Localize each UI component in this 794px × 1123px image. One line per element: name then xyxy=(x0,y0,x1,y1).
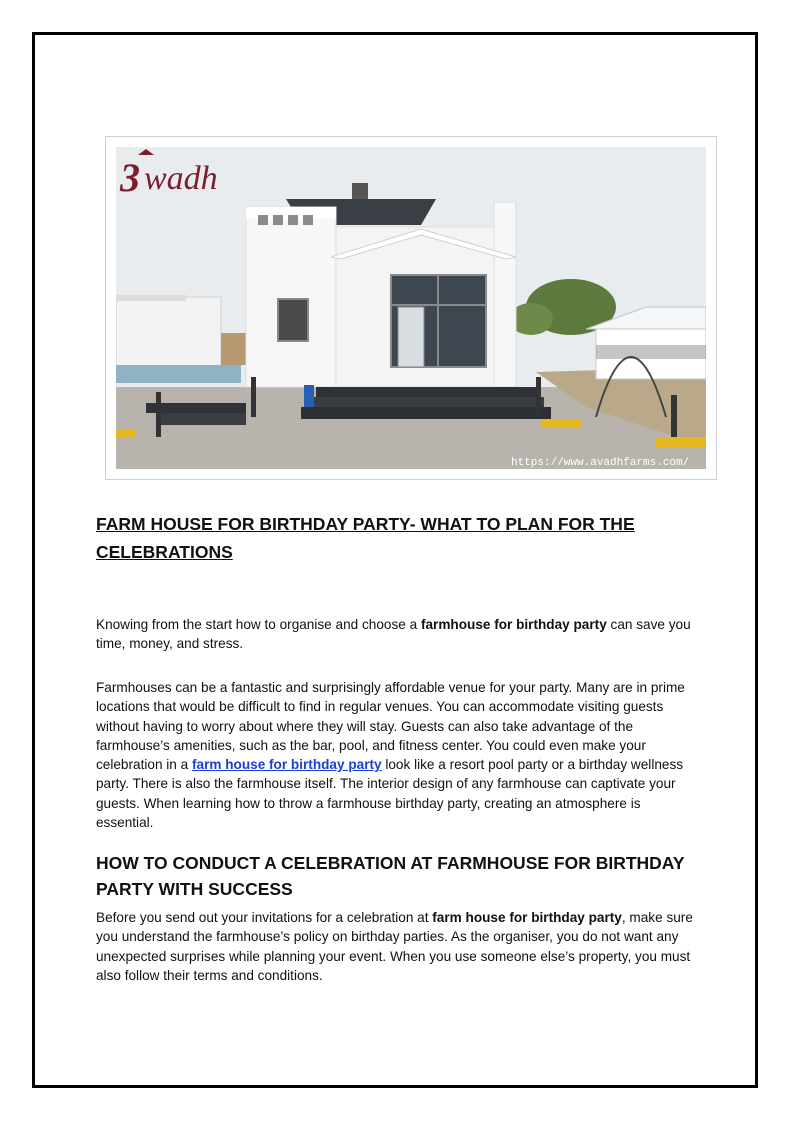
heading-conduct-celebration: HOW TO CONDUCT A CELEBRATION AT FARMHOUSE FOR BIRTHDAY PARTY WITH SUCCESS xyxy=(96,853,685,899)
svg-text:wadh: wadh xyxy=(144,160,218,197)
policy-text-1: Before you send out your invitations for a celebration at xyxy=(96,910,433,925)
intro-bold-keyword: farmhouse for birthday party xyxy=(420,617,607,632)
farmhouse-birthday-link[interactable]: farm house for birthday party xyxy=(191,757,382,773)
policy-bold-keyword: farm house for birthday party xyxy=(432,910,622,925)
intro-text-1: Knowing from the start how to organise and choose a xyxy=(96,617,421,632)
venue-text-1: Farmhouses can be a fantastic and surprisingly affordable venue for your party. Many are in prime locations that would be difficult to find in regular venues. You can accommodate visiting guests without having to worry about where they will stay. Guests can also take advantage of the farmhouse’s amenities, such as the bar, pool, and fitness center. You could even make your celebration in a xyxy=(96,680,685,773)
policy-text-2: , make sure you understand the farmhouse’s policy on birthday parties. As the organiser, you do not want any unexpected surprises while planning your event. When you use someone else’s property, you must also follow their terms and conditions. xyxy=(96,910,693,983)
intro-text-2: can save you time, money, and stress. xyxy=(96,617,691,652)
venue-text-2: look like a resort pool party or a birthday wellness party. There is also the farmhouse itself. The interior design of any farmhouse can captivate your guests. When learning how to throw a farmhouse birthday party, creating an atmosphere is essential. xyxy=(96,757,684,831)
venue-paragraph xyxy=(96,678,700,832)
farmhouse-photo xyxy=(105,136,717,480)
svg-text:3: 3 xyxy=(120,155,140,200)
watermark-url: https://www.avadhfarms.com/ xyxy=(511,457,690,469)
intro-paragraph xyxy=(96,615,700,654)
policy-paragraph xyxy=(96,908,700,985)
heading-plan-celebrations: FARM HOUSE FOR BIRTHDAY PARTY- WHAT TO PLAN FOR THE CELEBRATIONS xyxy=(96,514,635,562)
